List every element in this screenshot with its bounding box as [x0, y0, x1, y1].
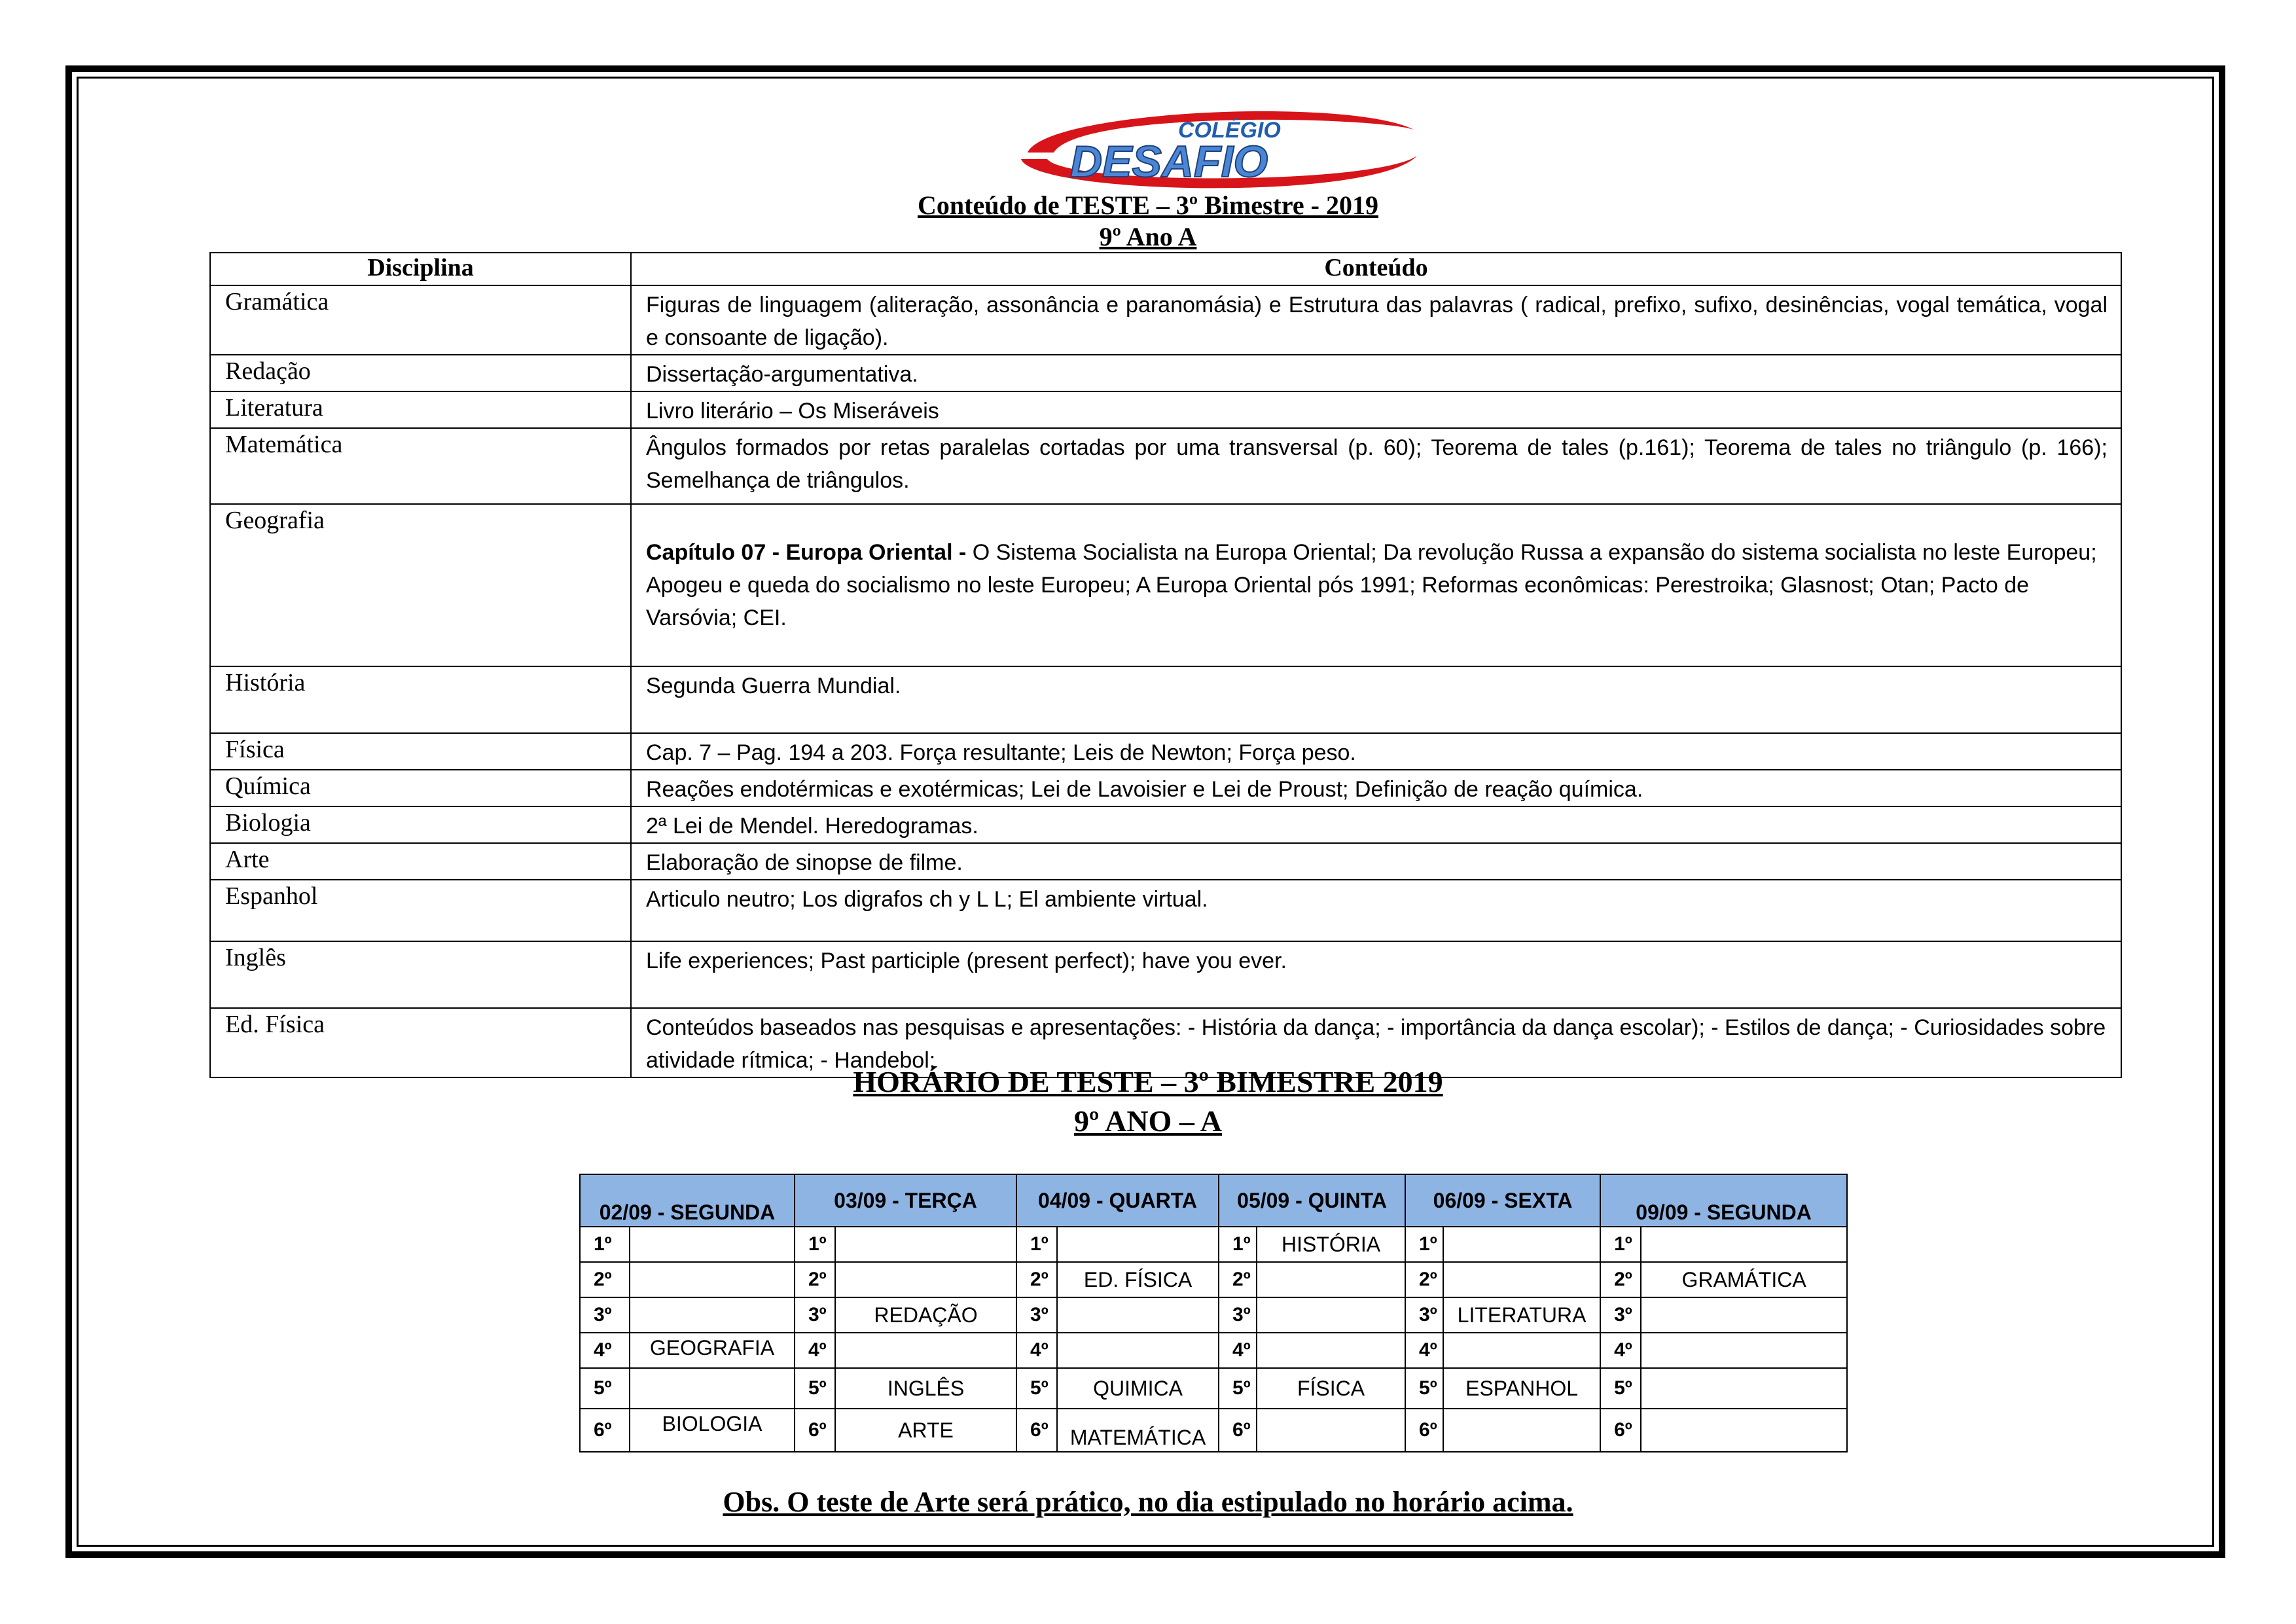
- header-content: Conteúdo: [631, 253, 2121, 285]
- period-number: 4º: [795, 1333, 835, 1368]
- schedule-cell: FÍSICA: [1257, 1368, 1405, 1409]
- table-row: [210, 770, 2121, 806]
- period-number: 6º: [1600, 1409, 1641, 1452]
- period-number: 1º: [1405, 1227, 1443, 1262]
- table-row: [210, 843, 2121, 880]
- discipline-cell: Física: [210, 733, 631, 770]
- chapter-content: O Sistema Socialista na Europa Oriental; Da revolução Russa a expansão do sistema socialista no leste Europeu; Apogeu e queda do socialismo no leste Europeu; A Europa Oriental pós 1991; Reformas econômicas: Perestroika; Glasnost; Otan; Pacto de Varsóvia; CEI.: [646, 540, 2097, 630]
- period-number: 3º: [1219, 1297, 1257, 1333]
- class-label: 9º Ano A: [1099, 222, 1197, 251]
- schedule-cell: [1641, 1297, 1847, 1333]
- table-row: [210, 428, 2121, 504]
- schedule-cell: [1257, 1262, 1405, 1297]
- content-cell: Ângulos formados por retas paralelas cortadas por uma transversal (p. 60); Teorema de tales (p.161); Teorema de tales no triângulo (p. 166); Semelhança de triângulos.: [631, 428, 2121, 504]
- schedule-cell: REDAÇÃO: [835, 1297, 1016, 1333]
- discipline-cell: Química: [210, 770, 631, 806]
- content-table: [209, 252, 2122, 1078]
- table-row: [210, 391, 2121, 428]
- discipline-cell: Ed. Física: [210, 1008, 631, 1077]
- content-cell: Articulo neutro; Los digrafos ch y L L; El ambiente virtual.: [631, 880, 2121, 941]
- discipline-cell: Arte: [210, 843, 631, 880]
- table-row: [210, 355, 2121, 391]
- table-row: [210, 880, 2121, 941]
- period-number: 6º: [1016, 1409, 1057, 1452]
- period-number: 4º: [580, 1333, 630, 1368]
- period-number: 5º: [580, 1368, 630, 1409]
- period-number: 4º: [1405, 1333, 1443, 1368]
- period-number: 2º: [1219, 1262, 1257, 1297]
- logo-top-text: COLÉGIO: [1178, 118, 1281, 143]
- schedule-cell: [1443, 1262, 1600, 1297]
- schedule-day-header: 09/09 - SEGUNDA: [1600, 1174, 1847, 1227]
- schedule-cell: BIOLOGIA: [630, 1409, 795, 1452]
- period-number: 1º: [795, 1227, 835, 1262]
- schedule-cell: ARTE: [835, 1409, 1016, 1452]
- content-cell: Segunda Guerra Mundial.: [631, 666, 2121, 733]
- period-number: 6º: [1405, 1409, 1443, 1452]
- period-number: 2º: [1600, 1262, 1641, 1297]
- schedule-cell: ED. FÍSICA: [1057, 1262, 1219, 1297]
- content-cell: Conteúdos baseados nas pesquisas e apresentações: - História da dança; - importância da dança escolar); - Estilos de dança; - Curiosidades sobre atividade rítmica; - Handebol;: [631, 1008, 2121, 1077]
- document-title: Conteúdo de TESTE – 3º Bimestre - 2019: [917, 190, 1378, 220]
- schedule-cell: [1641, 1409, 1847, 1452]
- period-number: 5º: [1405, 1368, 1443, 1409]
- discipline-cell: Literatura: [210, 391, 631, 428]
- schedule-row: [580, 1368, 1847, 1409]
- schedule-cell: LITERATURA: [1443, 1297, 1600, 1333]
- discipline-cell: Inglês: [210, 941, 631, 1008]
- period-number: 5º: [1600, 1368, 1641, 1409]
- period-number: 5º: [1016, 1368, 1057, 1409]
- schedule-cell: QUIMICA: [1057, 1368, 1219, 1409]
- schedule-cell: [835, 1227, 1016, 1262]
- schedule-table: [579, 1174, 1848, 1453]
- header-discipline: Disciplina: [210, 253, 631, 285]
- discipline-cell: Biologia: [210, 806, 631, 843]
- period-number: 1º: [580, 1227, 630, 1262]
- table-row: [210, 733, 2121, 770]
- schedule-cell: MATEMÁTICA: [1057, 1409, 1219, 1452]
- period-number: 6º: [580, 1409, 630, 1452]
- period-number: 4º: [1600, 1333, 1641, 1368]
- schedule-cell: [1257, 1333, 1405, 1368]
- period-number: 1º: [1600, 1227, 1641, 1262]
- table-row: [210, 285, 2121, 355]
- discipline-cell: Redação: [210, 355, 631, 391]
- table-row: [210, 806, 2121, 843]
- content-cell: Livro literário – Os Miseráveis: [631, 391, 2121, 428]
- schedule-cell: [1057, 1227, 1219, 1262]
- schedule-cell: [630, 1227, 795, 1262]
- table-row: [210, 504, 2121, 666]
- period-number: 2º: [580, 1262, 630, 1297]
- logo-main-text: DESAFIO: [1070, 137, 1268, 187]
- schedule-cell: ESPANHOL: [1443, 1368, 1600, 1409]
- discipline-cell: Geografia: [210, 504, 631, 666]
- period-number: 5º: [1219, 1368, 1257, 1409]
- discipline-cell: Matemática: [210, 428, 631, 504]
- period-number: 6º: [1219, 1409, 1257, 1452]
- period-number: 3º: [795, 1297, 835, 1333]
- schedule-row: [580, 1227, 1847, 1262]
- school-logo: [1008, 103, 1427, 192]
- content-cell: Elaboração de sinopse de filme.: [631, 843, 2121, 880]
- period-number: 4º: [1016, 1333, 1057, 1368]
- period-number: 2º: [1016, 1262, 1057, 1297]
- schedule-row: [580, 1297, 1847, 1333]
- schedule-cell: [630, 1368, 795, 1409]
- table-row: [210, 666, 2121, 733]
- discipline-cell: Gramática: [210, 285, 631, 355]
- schedule-cell: HISTÓRIA: [1257, 1227, 1405, 1262]
- schedule-cell: [1257, 1297, 1405, 1333]
- schedule-row: [580, 1262, 1847, 1297]
- content-cell: Cap. 7 – Pag. 194 a 203. Força resultante; Leis de Newton; Força peso.: [631, 733, 2121, 770]
- period-number: 4º: [1219, 1333, 1257, 1368]
- discipline-cell: História: [210, 666, 631, 733]
- schedule-cell: GRAMÁTICA: [1641, 1262, 1847, 1297]
- period-number: 1º: [1219, 1227, 1257, 1262]
- schedule-cell: GEOGRAFIA: [630, 1333, 795, 1368]
- content-cell: [631, 504, 2121, 666]
- schedule-row: [580, 1333, 1847, 1368]
- period-number: 6º: [795, 1409, 835, 1452]
- content-cell: Figuras de linguagem (aliteração, assonância e paranomásia) e Estrutura das palavras ( radical, prefixo, sufixo, desinências, vogal temática, vogal e consoante de ligação).: [631, 285, 2121, 355]
- schedule-day-header: 04/09 - QUARTA: [1016, 1174, 1219, 1227]
- schedule-cell: [1057, 1297, 1219, 1333]
- schedule-subtitle: 9º ANO – A: [1073, 1104, 1223, 1138]
- schedule-cell: INGLÊS: [835, 1368, 1016, 1409]
- schedule-day-header: 05/09 - QUINTA: [1219, 1174, 1405, 1227]
- observation-note: Obs. O teste de Arte será prático, no dia estipulado no horário acima.: [723, 1486, 1573, 1518]
- content-cell: Reações endotérmicas e exotérmicas; Lei de Lavoisier e Lei de Proust; Definição de reação química.: [631, 770, 2121, 806]
- schedule-title: HORÁRIO DE TESTE – 3º BIMESTRE 2019: [853, 1065, 1443, 1098]
- schedule-day-header: 03/09 - TERÇA: [795, 1174, 1016, 1227]
- content-cell: Life experiences; Past participle (present perfect); have you ever.: [631, 941, 2121, 1008]
- schedule-cell: [1641, 1368, 1847, 1409]
- content-cell: 2ª Lei de Mendel. Heredogramas.: [631, 806, 2121, 843]
- schedule-cell: [1443, 1333, 1600, 1368]
- period-number: 3º: [1016, 1297, 1057, 1333]
- schedule-cell: [1641, 1333, 1847, 1368]
- period-number: 3º: [1600, 1297, 1641, 1333]
- schedule-cell: [835, 1333, 1016, 1368]
- table-row: [210, 941, 2121, 1008]
- schedule-cell: [1257, 1409, 1405, 1452]
- schedule-cell: [1443, 1409, 1600, 1452]
- schedule-cell: [1641, 1227, 1847, 1262]
- period-number: 5º: [795, 1368, 835, 1409]
- period-number: 1º: [1016, 1227, 1057, 1262]
- discipline-cell: Espanhol: [210, 880, 631, 941]
- schedule-cell: [835, 1262, 1016, 1297]
- period-number: 2º: [1405, 1262, 1443, 1297]
- content-cell: Dissertação-argumentativa.: [631, 355, 2121, 391]
- period-number: 2º: [795, 1262, 835, 1297]
- schedule-cell: [630, 1262, 795, 1297]
- schedule-cell: [1057, 1333, 1219, 1368]
- schedule-row: [580, 1409, 1847, 1452]
- schedule-cell: [630, 1297, 795, 1333]
- schedule-cell: [1443, 1227, 1600, 1262]
- period-number: 3º: [580, 1297, 630, 1333]
- chapter-lead: Capítulo 07 - Europa Oriental -: [646, 540, 967, 565]
- schedule-day-header: 06/09 - SEXTA: [1405, 1174, 1600, 1227]
- period-number: 3º: [1405, 1297, 1443, 1333]
- schedule-day-header: 02/09 - SEGUNDA: [580, 1174, 795, 1227]
